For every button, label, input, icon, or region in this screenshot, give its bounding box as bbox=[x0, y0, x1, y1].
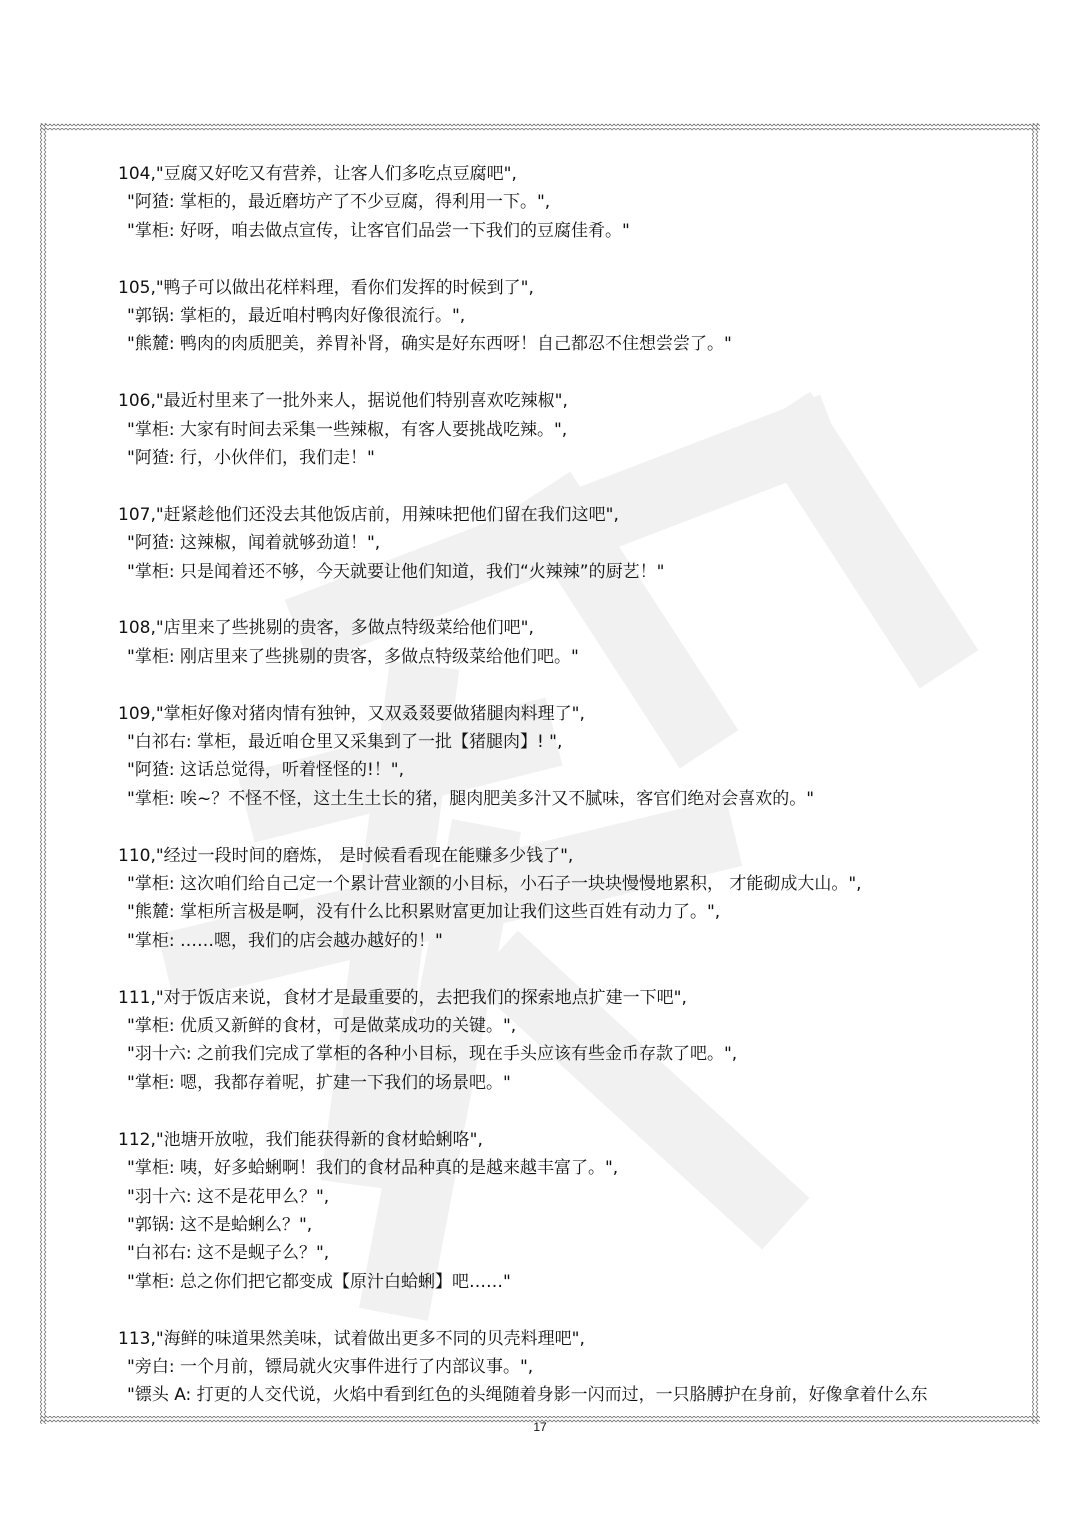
dialogue-line: "羽十六: 之前我们完成了掌柜的各种小目标，现在手头应该有些金币存款了吧。", bbox=[127, 1044, 738, 1065]
dialogue-entry-113 bbox=[118, 1325, 1038, 1410]
dialogue-line: "镖头 A: 打更的人交代说，火焰中看到红色的头绳随着身影一闪而过，一只胳膊护在身前，好像拿着什么东 bbox=[127, 1385, 928, 1406]
dialogue-entry-104 bbox=[118, 160, 1038, 245]
dialogue-line: "掌柜: 只是闻着还不够，今天就要让他们知道，我们“火辣辣”的厨艺！" bbox=[127, 561, 665, 582]
dialogue-line: "阿猹: 行，小伙伴们，我们走！" bbox=[127, 448, 375, 469]
document-body bbox=[118, 160, 1038, 1438]
dialogue-line: "掌柜: 好呀，咱去做点宣传，让客官们品尝一下我们的豆腐佳肴。" bbox=[127, 220, 630, 241]
dialogue-line: "掌柜: ……嗯，我们的店会越办越好的！" bbox=[127, 930, 443, 951]
entry-heading: 108,"店里来了些挑剔的贵客，多做点特级菜给他们吧", bbox=[118, 618, 534, 639]
dialogue-line: "旁白: 一个月前，镖局就火灾事件进行了内部议事。", bbox=[127, 1356, 534, 1377]
entry-heading: 110,"经过一段时间的磨炼， 是时候看看现在能赚多少钱了", bbox=[118, 845, 574, 866]
entry-heading: 109,"掌柜好像对猪肉情有独钟，又双叒叕要做猪腿肉料理了", bbox=[118, 703, 585, 724]
dialogue-line: "掌柜: 优质又新鲜的食材，可是做菜成功的关键。", bbox=[127, 1016, 517, 1037]
dialogue-line: "掌柜: 刚店里来了些挑剔的贵客，多做点特级菜给他们吧。" bbox=[127, 646, 579, 667]
dialogue-line: "掌柜: 这次咱们给自己定一个累计营业额的小目标，小石子一块块慢慢地累积， 才能砌成大山。", bbox=[127, 874, 862, 895]
entry-heading: 105,"鸭子可以做出花样料理，看你们发挥的时候到了", bbox=[118, 277, 534, 298]
dialogue-line: "熊麓: 掌柜所言极是啊，没有什么比积累财富更加让我们这些百姓有动力了。", bbox=[127, 902, 721, 923]
dialogue-line: "掌柜: 大家有时间去采集一些辣椒，有客人要挑战吃辣。", bbox=[127, 419, 568, 440]
entry-heading: 113,"海鲜的味道果然美味，试着做出更多不同的贝壳料理吧", bbox=[118, 1328, 585, 1349]
dialogue-line: "白祁右: 掌柜，最近咱仓里又采集到了一批【猪腿肉】! ", bbox=[127, 732, 563, 753]
dialogue-line: "阿猹: 掌柜的，最近磨坊产了不少豆腐，得利用一下。", bbox=[127, 192, 551, 213]
dialogue-line: "熊麓: 鸭肉的肉质肥美，养胃补肾，确实是好东西呀！自己都忍不住想尝尝了。" bbox=[127, 334, 732, 355]
page-number: 17 bbox=[533, 1420, 547, 1434]
dialogue-line: "郭锅: 这不是蛤蜊么？", bbox=[127, 1214, 313, 1235]
dialogue-entry-112 bbox=[118, 1126, 1038, 1296]
dialogue-line: "掌柜: 总之你们把它都变成【原汁白蛤蜊】吧……" bbox=[127, 1271, 511, 1292]
entry-heading: 106,"最近村里来了一批外来人，据说他们特别喜欢吃辣椒", bbox=[118, 391, 568, 412]
entry-heading: 104,"豆腐又好吃又有营养，让客人们多吃点豆腐吧", bbox=[118, 164, 517, 184]
dialogue-line: "掌柜: 咦，好多蛤蜊啊！我们的食材品种真的是越来越丰富了。", bbox=[127, 1158, 619, 1179]
entry-heading: 107,"赶紧趁他们还没去其他饭店前，用辣味把他们留在我们这吧", bbox=[118, 504, 619, 525]
dialogue-entry-109 bbox=[118, 700, 1038, 814]
dialogue-entry-110 bbox=[118, 842, 1038, 956]
dialogue-entry-105 bbox=[118, 274, 1038, 359]
dialogue-line: "白祁右: 这不是蚬子么？", bbox=[127, 1243, 330, 1264]
entry-heading: 112,"池塘开放啦，我们能获得新的食材蛤蜊咯", bbox=[118, 1129, 483, 1150]
dialogue-line: "掌柜: 嗯，我都存着呢，扩建一下我们的场景吧。" bbox=[127, 1072, 511, 1093]
entry-heading: 111,"对于饭店来说，食材才是最重要的，去把我们的探索地点扩建一下吧", bbox=[118, 987, 687, 1008]
dialogue-line: "掌柜: 唉~？不怪不怪，这土生土长的猪，腿肉肥美多汁又不腻味，客官们绝对会喜欢的。" bbox=[127, 788, 815, 809]
dialogue-line: "郭锅: 掌柜的，最近咱村鸭肉好像很流行。", bbox=[127, 306, 466, 327]
dialogue-entry-108 bbox=[118, 614, 1038, 671]
dialogue-entry-111 bbox=[118, 984, 1038, 1098]
dialogue-line: "阿猹: 这话总觉得，听着怪怪的!！", bbox=[127, 760, 404, 781]
dialogue-line: "羽十六: 这不是花甲么？", bbox=[127, 1186, 330, 1207]
dialogue-line: "阿猹: 这辣椒，闻着就够劲道！", bbox=[127, 533, 381, 554]
dialogue-entry-106 bbox=[118, 387, 1038, 472]
dialogue-entry-107 bbox=[118, 501, 1038, 586]
